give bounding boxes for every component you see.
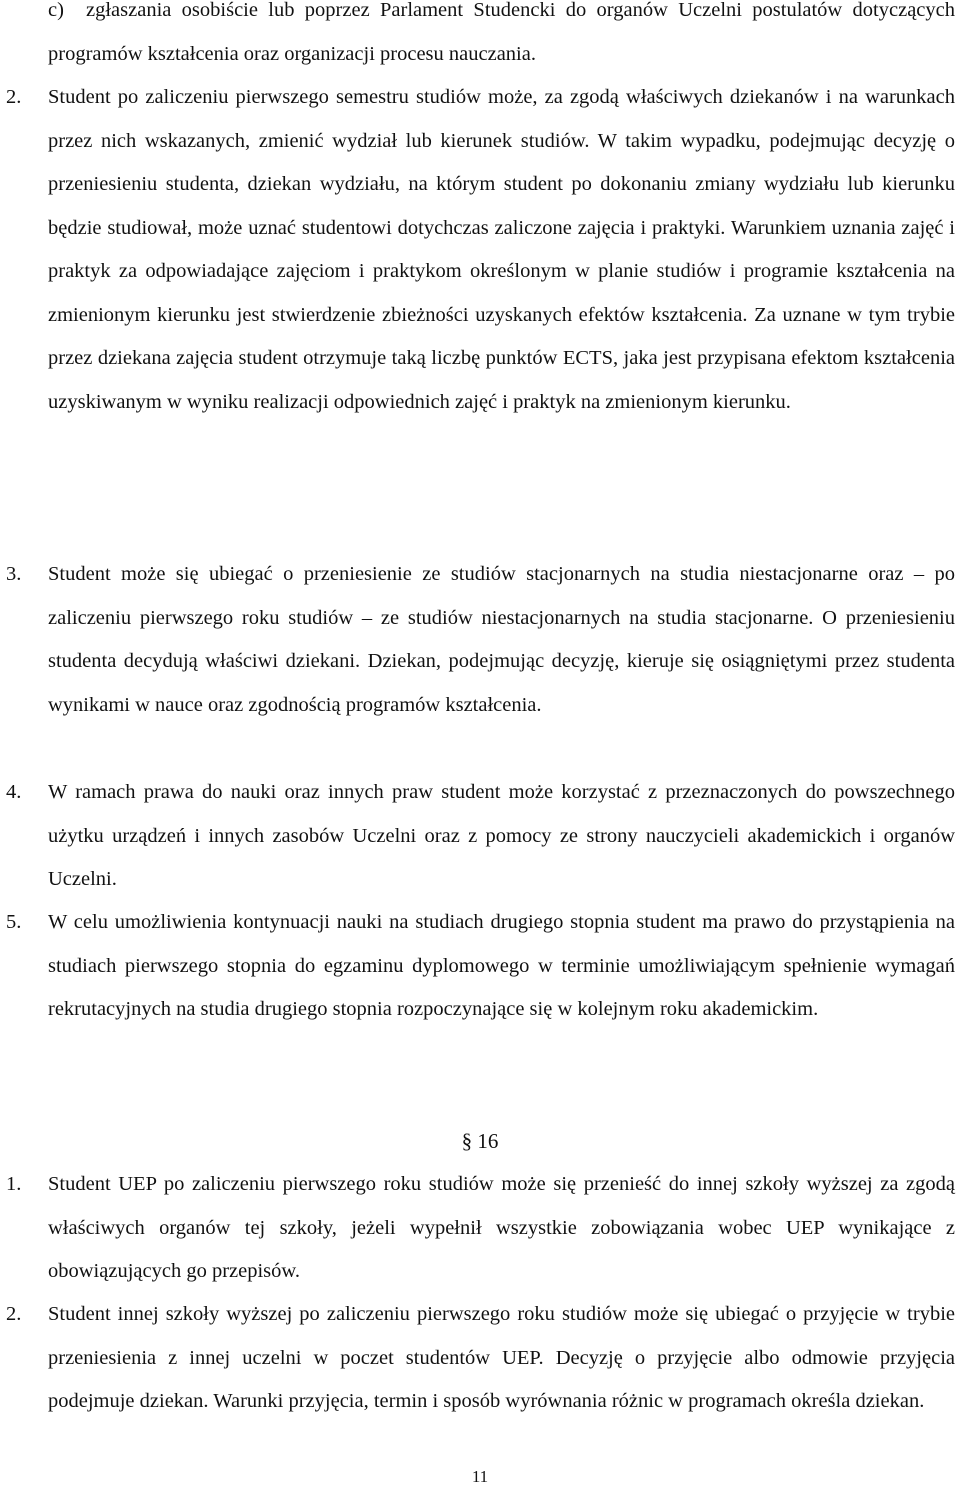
list-item-label: 2. (6, 1303, 22, 1325)
list-item-label: c) (48, 0, 64, 21)
list-item-label: 3. (6, 563, 22, 585)
list-item-text: W ramach prawa do nauki oraz innych praw student może korzystać z przeznaczonych do powszechnego użytku urządzeń i innych zasobów Uczelni oraz z pomocy ze strony nauczycieli akademickich i organów Uczelni. (48, 781, 955, 890)
list-item-label: 4. (6, 781, 22, 803)
list-item-label: 2. (6, 86, 22, 108)
list-item-label: 1. (6, 1173, 22, 1195)
list-item-text: Student UEP po zaliczeniu pierwszego roku studiów może się przenieść do innej szkoły wyższej za zgodą właściwych organów tej szkoły, jeżeli wypełnił wszystkie zobowiązania wobec UEP wynikające z obowiązujących go przepisów. (48, 1173, 955, 1282)
list-item-text: Student innej szkoły wyższej po zaliczeniu pierwszego roku studiów może się ubiegać o przyjęcie w trybie przeniesienia z innej uczelni w poczet studentów UEP. Decyzję o przyjęcie albo odmowie przyjęcia podejmuje dziekan. Warunki przyjęcia, termin i sposób wyrównania różnic w programach określa dziekan. (48, 1303, 955, 1412)
list-item-text (48, 0, 955, 76)
list-item-label: 5. (6, 911, 22, 933)
list-item-text: W celu umożliwienia kontynuacji nauki na studiach drugiego stopnia student ma prawo do przystąpienia na studiach pierwszego stopnia do egzaminu dyplomowego w terminie umożliwiającym spełnienie wymagań rekrutacyjnych na studia drugiego stopnia rozpoczynające się w kolejnym roku akademickim. (48, 911, 955, 1020)
section-heading: § 16 (461, 1129, 499, 1153)
list-item-text-content: zgłaszania osobiście lub poprzez Parlament Studencki do organów Uczelni postulatów dotyczących programów kształcenia oraz organizacji procesu nauczania. (48, 0, 955, 65)
list-item-text: Student może się ubiegać o przeniesienie ze studiów stacjonarnych na studia niestacjonarne oraz – po zaliczeniu pierwszego roku studiów – ze studiów niestacjonarnych na studia stacjonarne. O przeniesieniu studenta decydują właściwi dziekani. Dziekan, podejmując decyzję, kieruje się osiągniętymi przez studenta wynikami w nauce oraz zgodnością programów kształcenia. (48, 563, 955, 716)
list-item-text: Student po zaliczeniu pierwszego semestru studiów może, za zgodą właściwych dziekanów i na warunkach przez nich wskazanych, zmienić wydział lub kierunek studiów. W takim wypadku, podejmując decyzję o przeniesieniu studenta, dziekan wydziału, na którym student po dokonaniu zmiany wydziału lub kierunku będzie studiował, może uznać studentowi dotychczas zaliczone zajęcia i praktyki. Warunkiem uznania zajęć i praktyk za odpowiadające zajęciom i praktykom określonym w planie studiów i programie kształcenia na zmienionym kierunku jest stwierdzenie zbieżności uzyskanych efektów kształcenia. Za uznane w tym trybie przez dziekana zajęcia student otrzymuje taką liczbę punktów ECTS, jaka jest przypisana efektom kształcenia uzyskiwanym w wyniku realizacji odpowiednich zajęć i praktyk na zmienionym kierunku. (48, 86, 955, 413)
page-number: 11 (471, 1467, 489, 1486)
